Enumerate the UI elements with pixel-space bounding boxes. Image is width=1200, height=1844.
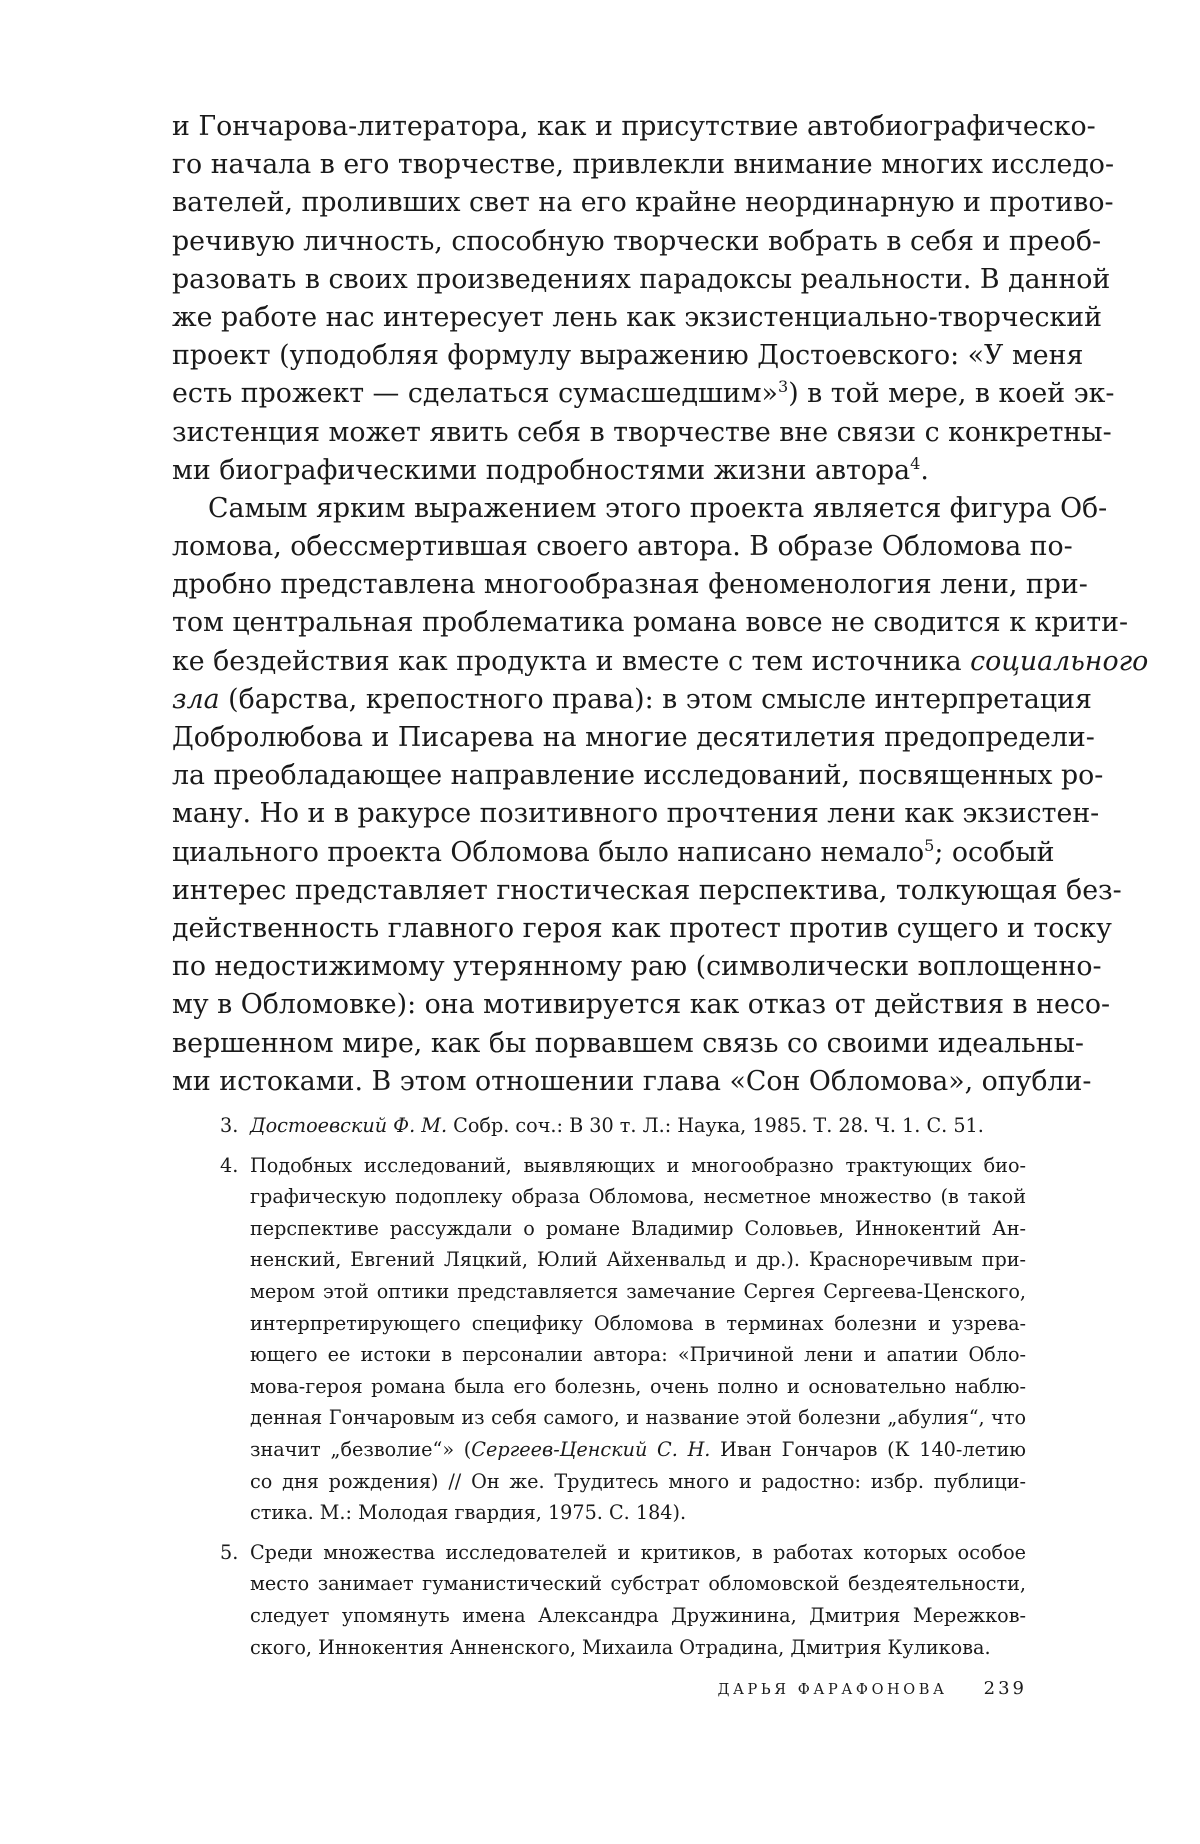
text-line: ненский, Евгений Ляцкий, Юлий Айхенвальд и др.). Красноречивым при- — [250, 1248, 1026, 1272]
text-line: ского, Иннокентия Анненского, Михаила Отрадина, Дмитрия Куликова. — [250, 1635, 991, 1659]
text-line: Самым ярким выражением этого проекта является фигура Об- — [208, 492, 1108, 524]
text-line: Подобных исследований, выявляющих и многообразно трактующих био- — [250, 1153, 1026, 1177]
text-line: перспективе рассуждали о романе Владимир Соловьев, Иннокентий Ан- — [250, 1216, 1026, 1240]
text-line: мова-героя романа была его болезнь, очень полно и основательно наблю- — [250, 1374, 1026, 1398]
text-line: вателей, проливших свет на его крайне неординарную и противо- — [172, 187, 1114, 219]
author-name: ДАРЬЯ ФАРАФОНОВА — [717, 1682, 948, 1698]
text-line: стика. М.: Молодая гвардия, 1975. С. 184). — [250, 1501, 687, 1525]
text-segment: ми биографическими подробностями жизни автора — [172, 454, 911, 486]
text-segment: есть прожект — сделаться сумасшедшим» — [172, 378, 778, 410]
footnote-ref-4[interactable]: 4 — [910, 453, 921, 473]
text-line: вершенном мире, как бы порвавшем связь со своими идеальны- — [172, 1027, 1084, 1059]
text-line — [172, 643, 1149, 681]
text-line — [172, 681, 1092, 719]
text-line — [172, 375, 1115, 413]
text-line: дробно представлена многообразная феноменология лени, при- — [172, 569, 1088, 601]
running-footer — [672, 1678, 1027, 1699]
text-line: ми истоками. В этом отношении глава «Сон Обломова», опубли- — [172, 1065, 1092, 1097]
text-line: Среди множества исследователей и критиков, в работах которых особое — [250, 1540, 1026, 1564]
text-line: проект (уподобляя формулу выражению Достоевского: «У меня — [172, 340, 1084, 372]
footnote-3 — [196, 1110, 1026, 1142]
text-line: денная Гончаровым из себя самого, и название этой болезни „абулия“, что — [250, 1406, 1026, 1430]
page-number: 239 — [983, 1678, 1027, 1699]
text-line: место занимает гуманистический субстрат обломовской бездеятельности, — [250, 1572, 1026, 1596]
italic-text: Сергеев-Ценский С. Н. — [471, 1437, 711, 1461]
text-line: интерпретирующего специфику Обломова в терминах болезни и узрева- — [250, 1311, 1026, 1335]
text-line — [250, 1110, 1026, 1142]
text-line: интерес представляет гностическая перспектива, толкующая без- — [172, 874, 1122, 906]
text-segment: Собр. соч.: В 30 т. Л.: Наука, 1985. Т. 28. Ч. 1. С. 51. — [447, 1114, 984, 1137]
text-segment: Иван Гончаров (К 140-летию — [710, 1437, 1027, 1461]
text-line: мером этой оптики представляется замечание Сергея Сергеева-Ценского, — [250, 1279, 1026, 1303]
text-line — [172, 452, 1027, 490]
text-line: же работе нас интересует лень как экзистенциально-творческий — [172, 301, 1102, 333]
text-line: зистенция может явить себя в творчестве вне связи с конкретны- — [172, 416, 1112, 448]
text-line: по недостижимому утерянному раю (символически воплощенно- — [172, 951, 1102, 983]
text-segment: ; особый — [934, 836, 1055, 868]
text-line: ломова, обессмертившая своего автора. В образе Обломова по- — [172, 531, 1073, 563]
text-line: следует упомянуть имена Александра Дружинина, Дмитрия Мережков- — [250, 1603, 1026, 1627]
footnote-number: 3. — [220, 1114, 239, 1137]
text-segment: циального проекта Обломова было написано немало — [172, 836, 925, 868]
footnotes — [196, 1110, 1026, 1671]
footnote-ref-5[interactable]: 5 — [924, 835, 935, 855]
text-segment: ке бездействия как продукта и вместе с тем источника — [172, 645, 971, 677]
italic-text: Достоевский Ф. М. — [250, 1114, 448, 1137]
italic-text: зла — [172, 683, 220, 715]
text-line — [250, 1434, 1026, 1466]
text-line: действенность главного героя как протест против сущего и тоску — [172, 912, 1112, 944]
footnote-4 — [196, 1150, 1026, 1529]
text-line: со дня рождения) // Он же. Трудитесь много и радостно: избр. публици- — [250, 1469, 1026, 1493]
text-line: речивую личность, способную творчески вобрать в себя и преоб- — [172, 225, 1102, 257]
text-line: ла преобладающее направление исследований, посвященных ро- — [172, 760, 1104, 792]
text-segment: (барства, крепостного права): в этом смысле интерпретация — [219, 683, 1092, 715]
text-segment: значит „безволие“» ( — [250, 1437, 472, 1461]
text-line: му в Обломовке): она мотивируется как отказ от действия в несо- — [172, 989, 1111, 1021]
paragraph — [172, 108, 1115, 490]
text-line: разовать в своих произведениях парадоксы реальности. В данной — [172, 263, 1111, 295]
text-line: графическую подоплеку образа Обломова, несметное множество (в такой — [250, 1185, 1026, 1209]
italic-text: социального — [970, 645, 1149, 677]
text-line: го начала в его творчестве, привлекли внимание многих исследо- — [172, 149, 1114, 181]
footnote-ref-3[interactable]: 3 — [777, 377, 789, 397]
text-segment: ) в той мере, в коей эк- — [788, 378, 1115, 410]
text-line — [172, 834, 1055, 872]
text-line: том центральная проблематика романа вовсе не сводится к крити- — [172, 607, 1128, 639]
paragraph — [172, 490, 1149, 1101]
text-line: и Гончарова-литератора, как и присутствие автобиографическо- — [172, 111, 1096, 142]
footnote-number: 5. — [220, 1540, 239, 1564]
footnote-5 — [196, 1537, 1026, 1663]
text-line: ющего ее истоки в персоналии автора: «Причиной лени и апатии Обло- — [250, 1343, 1026, 1367]
footnote-number: 4. — [220, 1153, 239, 1177]
text-line: ману. Но и в ракурсе позитивного прочтения лени как экзистен- — [172, 798, 1100, 830]
main-text — [172, 108, 1149, 1101]
text-line: Добролюбова и Писарева на многие десятилетия предопредели- — [172, 722, 1095, 753]
text-segment: . — [920, 454, 929, 486]
